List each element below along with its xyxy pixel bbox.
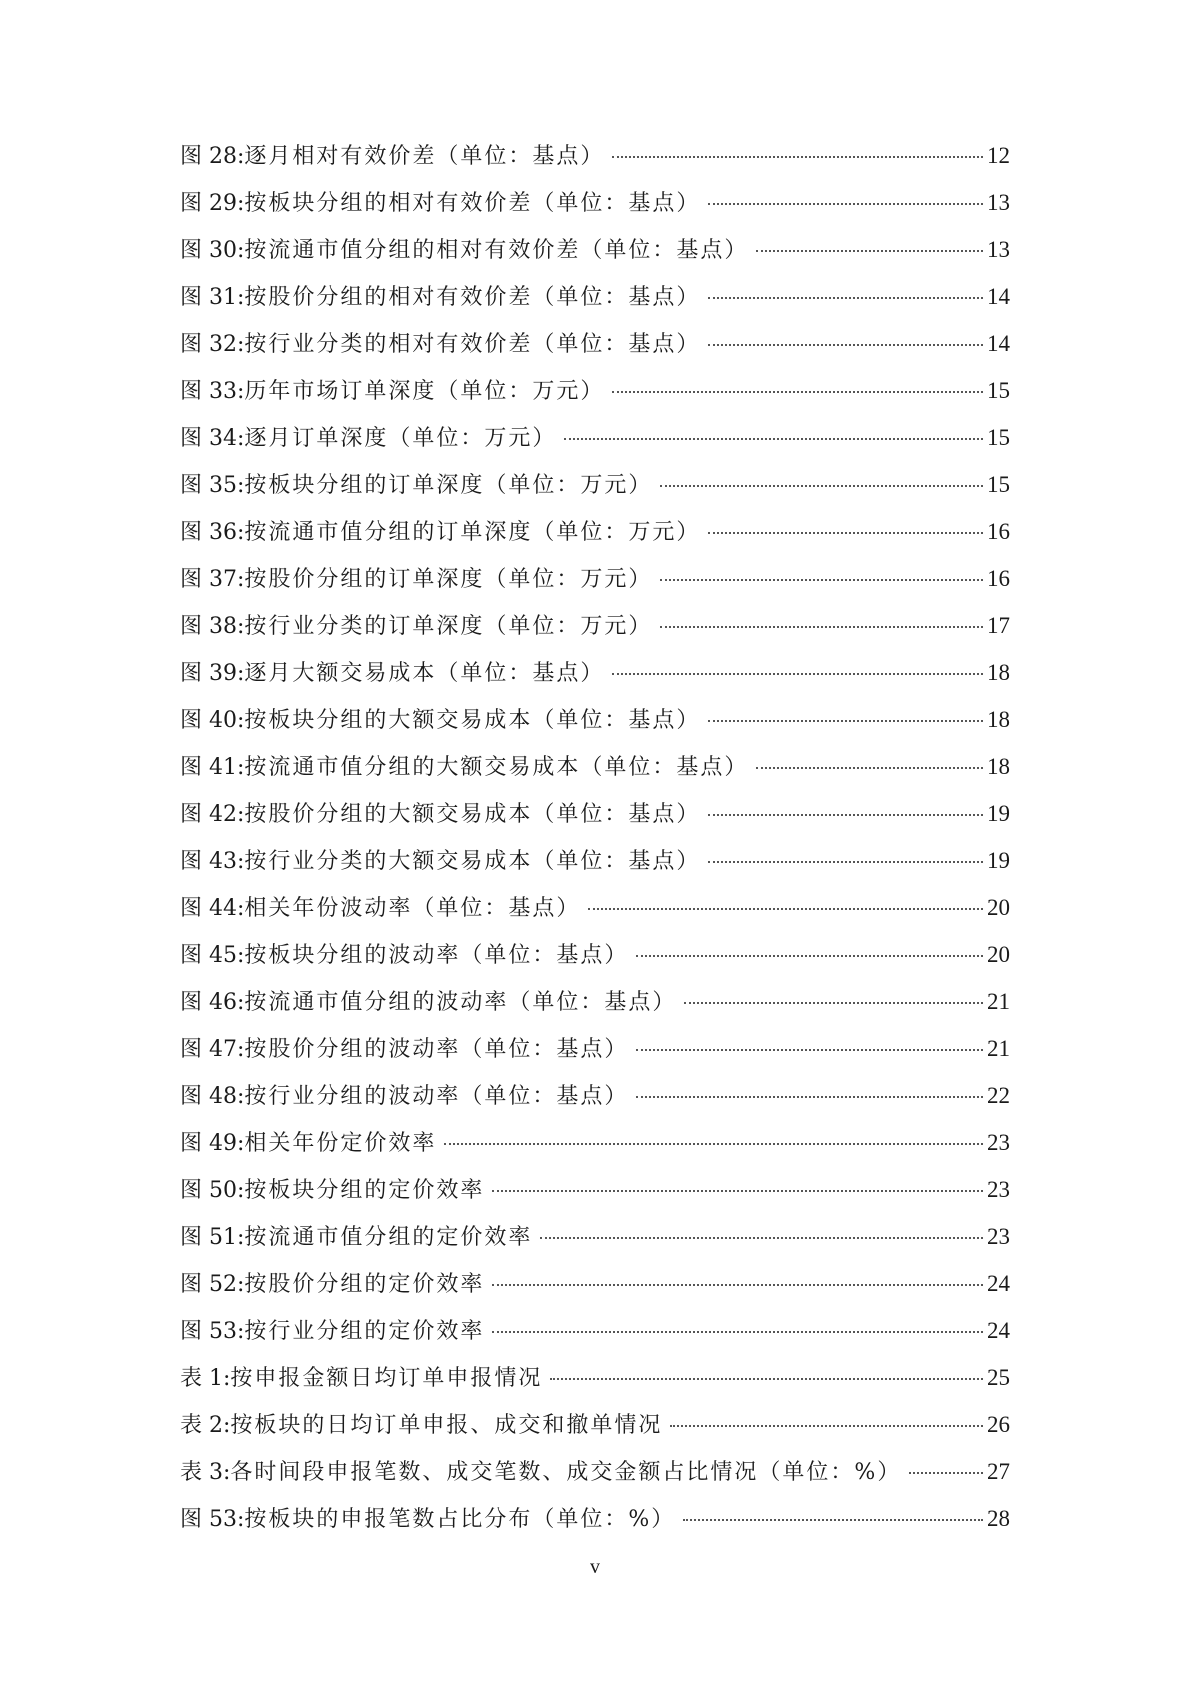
toc-dot-leader [636, 1096, 983, 1098]
toc-entry[interactable] [180, 1128, 1010, 1175]
toc-entry[interactable] [180, 329, 1010, 376]
toc-entry[interactable] [180, 658, 1010, 705]
toc-entry[interactable] [180, 423, 1010, 470]
toc-entry[interactable] [180, 611, 1010, 658]
toc-entry-title: 按板块分组的大额交易成本（单位：基点） [244, 708, 701, 733]
toc-entry[interactable] [180, 1410, 1010, 1457]
toc-entry-page: 28 [987, 1506, 1010, 1531]
toc-entry-page: 25 [987, 1365, 1010, 1390]
toc-entry-label: 图 34: [180, 426, 245, 451]
toc-entry-title: 按流通市值分组的订单深度（单位：万元） [244, 520, 701, 545]
toc-entry-page: 13 [987, 237, 1010, 262]
toc-entry-page: 24 [987, 1271, 1010, 1296]
toc-entry-page: 20 [987, 942, 1010, 967]
toc-entry-label: 图 36: [180, 520, 245, 545]
toc-dot-leader [612, 391, 983, 393]
toc-entry-page: 19 [987, 848, 1010, 873]
toc-entry-label: 图 51: [180, 1225, 245, 1250]
toc-entry-title: 按股价分组的大额交易成本（单位：基点） [244, 802, 701, 827]
toc-entry[interactable] [180, 235, 1010, 282]
toc-entry-label: 图 33: [180, 379, 245, 404]
toc-entry-page: 18 [987, 754, 1010, 779]
toc-entry-title: 相关年份波动率（单位：基点） [244, 896, 581, 921]
toc-entry[interactable] [180, 1175, 1010, 1222]
toc-entry-title: 逐月相对有效价差（单位：基点） [244, 144, 605, 169]
toc-dot-leader [708, 861, 983, 863]
toc-entry[interactable] [180, 1316, 1010, 1363]
toc-entry-page: 18 [987, 707, 1010, 732]
toc-entry-label: 图 37: [180, 567, 245, 592]
toc-dot-leader [756, 767, 983, 769]
toc-entry-label: 图 47: [180, 1037, 245, 1062]
toc-entry-title: 各时间段申报笔数、成交笔数、成交金额占比情况（单位：%） [230, 1460, 902, 1485]
toc-entry-title: 按行业分组的定价效率 [244, 1319, 485, 1344]
toc-entry-title: 按板块的申报笔数占比分布（单位：%） [244, 1507, 676, 1532]
toc-entry-title: 按行业分组的波动率（单位：基点） [244, 1084, 629, 1109]
toc-entry-label: 表 3: [180, 1460, 231, 1485]
toc-entry-title: 按行业分类的大额交易成本（单位：基点） [244, 849, 701, 874]
toc-entry-title: 按股价分组的相对有效价差（单位：基点） [244, 285, 701, 310]
toc-entry[interactable] [180, 940, 1010, 987]
toc-entry-page: 16 [987, 566, 1010, 591]
toc-entry[interactable] [180, 470, 1010, 517]
toc-entry-page: 20 [987, 895, 1010, 920]
toc-entry-label: 图 40: [180, 708, 245, 733]
toc-dot-leader [612, 673, 983, 675]
toc-entry-title: 按板块分组的相对有效价差（单位：基点） [244, 191, 701, 216]
toc-entry[interactable] [180, 752, 1010, 799]
toc-entry-label: 图 53: [180, 1319, 245, 1344]
toc-dot-leader [612, 156, 983, 158]
toc-dot-leader [708, 344, 983, 346]
toc-entry[interactable] [180, 376, 1010, 423]
toc-entry[interactable] [180, 846, 1010, 893]
toc-dot-leader [636, 1049, 983, 1051]
page-number: v [590, 1556, 600, 1578]
toc-entry-title: 历年市场订单深度（单位：万元） [244, 379, 605, 404]
toc-entry-label: 图 28: [180, 144, 245, 169]
toc-entry-page: 21 [987, 1036, 1010, 1061]
toc-entry-title: 按股价分组的波动率（单位：基点） [244, 1037, 629, 1062]
toc-entry[interactable] [180, 188, 1010, 235]
toc-entry-label: 图 29: [180, 191, 245, 216]
toc-entry-label: 表 2: [180, 1413, 231, 1438]
toc-entry-label: 图 50: [180, 1178, 245, 1203]
toc-entry-title: 相关年份定价效率 [244, 1131, 437, 1156]
toc-entry-page: 26 [987, 1412, 1010, 1437]
toc-entry-label: 图 43: [180, 849, 245, 874]
toc-entry-title: 按板块分组的订单深度（单位：万元） [244, 473, 653, 498]
toc-entry[interactable] [180, 1363, 1010, 1410]
toc-dot-leader [564, 438, 983, 440]
toc-dot-leader [708, 720, 983, 722]
toc-entry[interactable] [180, 893, 1010, 940]
toc-dot-leader [708, 814, 983, 816]
toc-entry[interactable] [180, 1081, 1010, 1128]
toc-entry-label: 图 39: [180, 661, 245, 686]
toc-entry-title: 按板块分组的定价效率 [244, 1178, 485, 1203]
toc-entry[interactable] [180, 564, 1010, 611]
toc-dot-leader [708, 532, 983, 534]
toc-entry[interactable] [180, 141, 1010, 188]
toc-entry-page: 15 [987, 378, 1010, 403]
toc-entry[interactable] [180, 705, 1010, 752]
toc-entry[interactable] [180, 1222, 1010, 1269]
toc-entry-title: 按行业分类的订单深度（单位：万元） [244, 614, 653, 639]
toc-dot-leader [660, 579, 983, 581]
toc-entry-page: 27 [987, 1459, 1010, 1484]
toc-dot-leader [756, 250, 983, 252]
toc-entry-page: 15 [987, 472, 1010, 497]
toc-entry-label: 图 48: [180, 1084, 245, 1109]
toc-entry-page: 21 [987, 989, 1010, 1014]
toc-entry-label: 图 35: [180, 473, 245, 498]
toc-entry-page: 23 [987, 1224, 1010, 1249]
toc-entry[interactable] [180, 987, 1010, 1034]
toc-dot-leader [492, 1190, 983, 1192]
toc-entry-page: 18 [987, 660, 1010, 685]
toc-entry-label: 图 49: [180, 1131, 245, 1156]
toc-entry-title: 逐月大额交易成本（单位：基点） [244, 661, 605, 686]
toc-entry[interactable] [180, 517, 1010, 564]
toc-entry-title: 按板块分组的波动率（单位：基点） [244, 943, 629, 968]
toc-entry-title: 按流通市值分组的定价效率 [244, 1225, 533, 1250]
toc-entry-title: 按股价分组的定价效率 [244, 1272, 485, 1297]
toc-entry[interactable] [180, 1504, 1010, 1551]
toc-entry-label: 图 52: [180, 1272, 245, 1297]
toc-entry-label: 图 44: [180, 896, 245, 921]
toc-entry-page: 22 [987, 1083, 1010, 1108]
toc-dot-leader [588, 908, 983, 910]
toc-dot-leader [684, 1002, 983, 1004]
toc-entry-page: 15 [987, 425, 1010, 450]
toc-entry-page: 16 [987, 519, 1010, 544]
toc-dot-leader [550, 1378, 983, 1380]
toc-entry-page: 23 [987, 1130, 1010, 1155]
toc-entry-label: 图 46: [180, 990, 245, 1015]
toc-entry-label: 图 42: [180, 802, 245, 827]
toc-entry[interactable] [180, 799, 1010, 846]
toc-entry[interactable] [180, 1457, 1010, 1504]
toc-entry-title: 按行业分类的相对有效价差（单位：基点） [244, 332, 701, 357]
toc-dot-leader [540, 1237, 983, 1239]
toc-entry-title: 按流通市值分组的波动率（单位：基点） [244, 990, 677, 1015]
toc-entry[interactable] [180, 1034, 1010, 1081]
toc-entry-title: 按流通市值分组的相对有效价差（单位：基点） [244, 238, 749, 263]
toc-entry[interactable] [180, 282, 1010, 329]
toc-entry-label: 图 30: [180, 238, 245, 263]
toc-entry-label: 图 31: [180, 285, 245, 310]
toc-dot-leader [636, 955, 983, 957]
toc-dot-leader [660, 485, 983, 487]
toc-dot-leader [708, 203, 983, 205]
toc-entry-title: 按流通市值分组的大额交易成本（单位：基点） [244, 755, 749, 780]
toc-entry-page: 13 [987, 190, 1010, 215]
toc-entry-label: 图 32: [180, 332, 245, 357]
toc-entry-title: 逐月订单深度（单位：万元） [244, 426, 557, 451]
toc-dot-leader [444, 1143, 983, 1145]
toc-entry-label: 图 45: [180, 943, 245, 968]
toc-entry-label: 图 53: [180, 1507, 245, 1532]
toc-entry-title: 按申报金额日均订单申报情况 [230, 1366, 543, 1391]
toc-dot-leader [660, 626, 983, 628]
toc-entry-label: 图 38: [180, 614, 245, 639]
toc-entry-page: 14 [987, 331, 1010, 356]
toc-entry-title: 按股价分组的订单深度（单位：万元） [244, 567, 653, 592]
toc-entry-title: 按板块的日均订单申报、成交和撤单情况 [230, 1413, 663, 1438]
toc-entry-page: 17 [987, 613, 1010, 638]
table-of-contents [180, 141, 1010, 1551]
toc-dot-leader [492, 1284, 983, 1286]
toc-entry-page: 14 [987, 284, 1010, 309]
toc-entry-page: 24 [987, 1318, 1010, 1343]
toc-entry-label: 表 1: [180, 1366, 231, 1391]
toc-entry[interactable] [180, 1269, 1010, 1316]
toc-entry-page: 19 [987, 801, 1010, 826]
toc-dot-leader [909, 1472, 983, 1474]
toc-dot-leader [708, 297, 983, 299]
toc-dot-leader [683, 1519, 983, 1521]
toc-dot-leader [492, 1331, 983, 1333]
toc-entry-label: 图 41: [180, 755, 245, 780]
toc-dot-leader [670, 1425, 983, 1427]
toc-entry-page: 23 [987, 1177, 1010, 1202]
toc-entry-page: 12 [987, 143, 1010, 168]
